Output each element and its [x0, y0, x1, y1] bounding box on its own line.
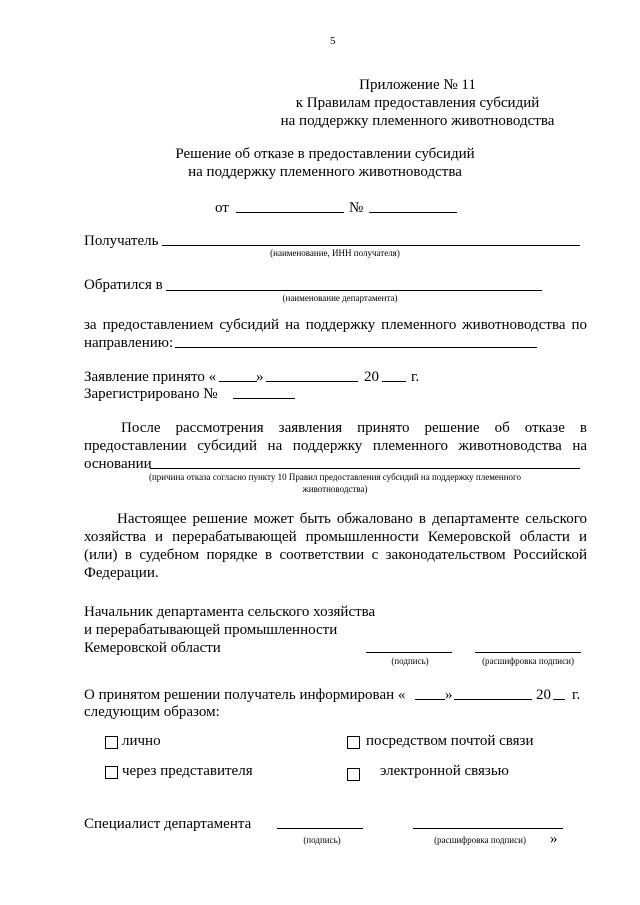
appeal-line-3: (или) в судебном порядке в соответствии с законодательством Российской [84, 547, 587, 563]
registered-number-field[interactable] [233, 398, 295, 399]
applied-label: Обратился в [84, 277, 163, 293]
representative-option-label: через представителя [122, 763, 253, 779]
accepted-month-field[interactable] [266, 381, 358, 382]
head-signature-hint: (подпись) [391, 656, 429, 666]
specialist-label: Специалист департамента [84, 816, 252, 832]
appeal-line-2: хозяйства и перерабатывающей промышленности Кемеровской области и [84, 529, 587, 545]
head-decode-hint: (расшифровка подписи) [482, 656, 574, 666]
accepted-year-field[interactable] [382, 381, 406, 382]
mail-checkbox[interactable] [347, 736, 360, 749]
document-title-line-2: на поддержку племенного животноводства [188, 164, 462, 180]
informed-day-field[interactable] [415, 699, 445, 700]
informed-year-prefix: 20 [536, 687, 551, 703]
registered-label: Зарегистрировано № [84, 386, 218, 402]
informed-line-2: следующим образом: [84, 704, 220, 720]
representative-checkbox[interactable] [105, 766, 118, 779]
date-from-label: от [215, 200, 229, 216]
specialist-decode-field[interactable] [413, 828, 563, 829]
reason-hint-1: (причина отказа согласно пункту 10 Правил предоставления субсидий на поддержку племенного [148, 472, 521, 482]
recipient-hint: (наименование, ИНН получателя) [270, 248, 400, 258]
direction-line-2: направлению: [84, 335, 174, 351]
specialist-signature-field[interactable] [277, 828, 363, 829]
mail-option-label: посредством почтой связи [366, 733, 534, 749]
page-number: 5 [330, 35, 336, 47]
specialist-signature-hint: (подпись) [303, 835, 341, 845]
direction-line-1: за предоставлением субсидий на поддержку племенного животноводства по [84, 317, 587, 333]
electronic-checkbox[interactable] [347, 768, 360, 781]
head-line-1: Начальник департамента сельского хозяйства [84, 604, 376, 620]
number-field[interactable] [369, 212, 457, 213]
recipient-field[interactable] [162, 245, 580, 246]
informed-year-field[interactable] [553, 699, 565, 700]
direction-field[interactable] [175, 347, 537, 348]
accepted-year-prefix: 20 [364, 369, 379, 385]
appendix-line-2: к Правилам предоставления субсидий [295, 95, 540, 111]
accepted-day-field[interactable] [219, 381, 257, 382]
decision-line-3: основании [84, 456, 152, 472]
informed-year-suffix: г. [572, 687, 581, 703]
reason-hint-2: животноводства) [302, 484, 368, 494]
application-accepted-label: Заявление принято « [84, 369, 217, 385]
accepted-year-suffix: г. [411, 369, 420, 385]
appeal-line-4: Федерации. [84, 565, 159, 581]
recipient-label: Получатель [84, 233, 159, 249]
appendix-line-1: Приложение № 11 [359, 77, 476, 93]
informed-line-1: О принятом решении получатель информирован « [84, 687, 406, 703]
head-line-3: Кемеровской области [84, 640, 221, 656]
head-line-2: и перерабатывающей промышленности [84, 622, 338, 638]
decision-line-1: После рассмотрения заявления принято решение об отказе в [121, 420, 587, 436]
department-field[interactable] [166, 290, 542, 291]
electronic-option-label: электронной связью [380, 763, 509, 779]
applied-hint: (наименование департамента) [282, 293, 398, 303]
specialist-decode-hint: (расшифровка подписи) [434, 835, 526, 845]
head-decode-field[interactable] [475, 652, 581, 653]
number-label: № [349, 200, 364, 216]
head-signature-field[interactable] [366, 652, 452, 653]
reason-field[interactable] [150, 468, 580, 469]
informed-quote-close: » [445, 687, 453, 703]
decision-line-2: предоставлении субсидий на поддержку племенного животноводства на [84, 438, 587, 454]
document-title-line-1: Решение об отказе в предоставлении субсидий [175, 146, 475, 162]
personal-option-label: лично [122, 733, 161, 749]
informed-month-field[interactable] [454, 699, 532, 700]
date-field[interactable] [236, 212, 344, 213]
specialist-closing-quote: » [550, 831, 558, 847]
personal-checkbox[interactable] [105, 736, 118, 749]
accepted-quote-close: » [256, 369, 264, 385]
appeal-line-1: Настоящее решение может быть обжаловано в департаменте сельского [117, 511, 587, 527]
appendix-line-3: на поддержку племенного животноводства [280, 113, 555, 129]
